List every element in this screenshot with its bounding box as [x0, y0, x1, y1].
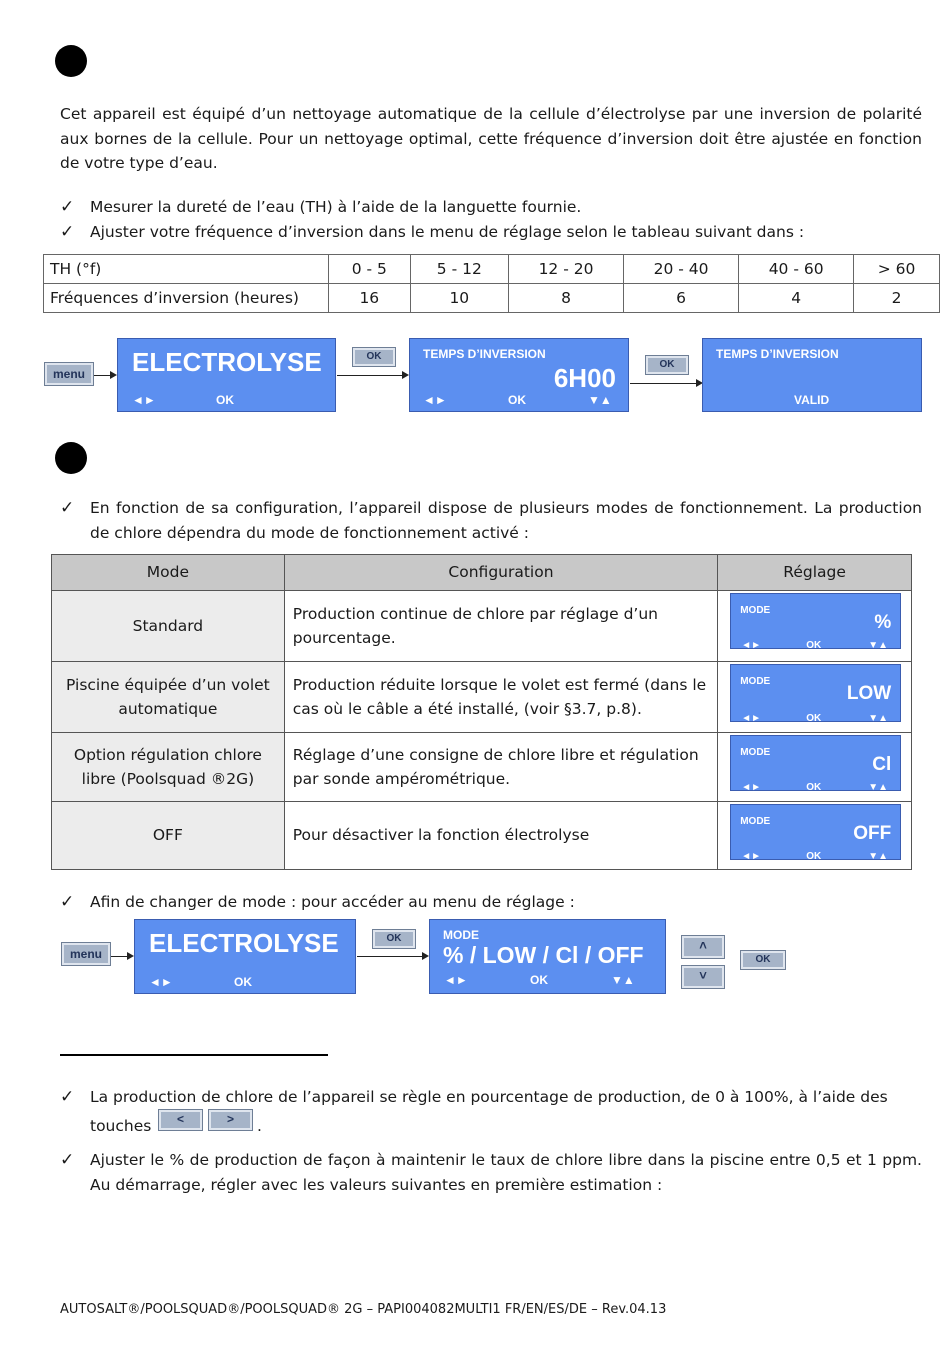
- check-icon: ✓: [60, 892, 75, 912]
- arrow-head-icon: [127, 952, 134, 960]
- table-cell: 20 - 40: [624, 255, 739, 284]
- section-divider: [60, 1054, 328, 1056]
- lcd-ok: OK: [216, 393, 234, 407]
- percentage-step: [60, 1085, 922, 1140]
- config-cell: Réglage d’une consigne de chlore libre et régulation par sonde ampérométrique.: [284, 733, 717, 802]
- left-key: ˂: [158, 1109, 203, 1131]
- table-cell: 40 - 60: [739, 255, 854, 284]
- table-cell: 8: [508, 284, 623, 313]
- table-cell: Fréquences d’inversion (heures): [44, 284, 329, 313]
- table-cell: > 60: [854, 255, 940, 284]
- table-cell: 2: [854, 284, 940, 313]
- setting-cell: [718, 802, 912, 870]
- check-icon: ✓: [60, 197, 75, 217]
- lcd-temps-valid: [702, 338, 922, 412]
- modes-intro-text: En fonction de sa configuration, l’appareil dispose de plusieurs modes de fonctionnement. La production de chlore dépendra du mode de fonctionnement activé :: [90, 499, 922, 542]
- column-header: Configuration: [284, 555, 717, 591]
- lcd-nav: ◄►: [741, 713, 762, 724]
- lcd-ok: OK: [806, 640, 822, 651]
- table-row: [52, 662, 912, 733]
- lcd-temps-inversion: [409, 338, 629, 412]
- table-cell: 0 - 5: [329, 255, 411, 284]
- table-cell: 4: [739, 284, 854, 313]
- lcd-ok: OK: [530, 973, 548, 987]
- step-text: Ajuster votre fréquence d’inversion dans le menu de réglage selon le tableau suivant dans :: [90, 223, 805, 241]
- adjust-percentage-step: [60, 1148, 922, 1198]
- step-adjust-frequency: [60, 220, 922, 245]
- table-cell: 16: [329, 284, 411, 313]
- setting-cell: [718, 662, 912, 733]
- lcd-title: ELECTROLYSE: [132, 347, 322, 377]
- config-cell: Production continue de chlore par réglage d’un pourcentage.: [284, 591, 717, 662]
- lcd-nav: ◄►: [444, 973, 468, 987]
- section-bullet-2: [55, 442, 87, 474]
- ok-key: OK: [372, 929, 416, 949]
- config-cell: Production réduite lorsque le volet est fermé (dans le cas où le câble a été installé, (voir §3.7, p.8).: [284, 662, 717, 733]
- lcd-header: MODE: [443, 928, 479, 942]
- table-cell: TH (°f): [44, 255, 329, 284]
- change-mode-step: [60, 890, 922, 915]
- lcd-label: MODE: [740, 816, 771, 827]
- flow-arrow: [357, 956, 423, 957]
- table-row: [52, 802, 912, 870]
- lcd-updown: ▼▲: [588, 393, 612, 407]
- lcd-nav: ◄►: [741, 851, 762, 862]
- table-header-row: [52, 555, 912, 591]
- lcd-updown: ▼▲: [868, 713, 889, 724]
- lcd-header: TEMPS D’INVERSION: [716, 347, 839, 361]
- menu-key: menu: [44, 362, 94, 386]
- mode-cell: Standard: [52, 591, 285, 662]
- table-row: [52, 733, 912, 802]
- setting-cell: [718, 591, 912, 662]
- touches-text: touches: [90, 1117, 152, 1135]
- lcd-mode-off: [730, 804, 901, 860]
- ok-key: OK: [740, 950, 786, 970]
- table-row: [44, 255, 940, 284]
- lcd-title: ELECTROLYSE: [149, 928, 339, 958]
- change-mode-text: Afin de changer de mode : pour accéder au menu de réglage :: [90, 893, 575, 911]
- lcd-nav: ◄►: [132, 393, 156, 407]
- lcd-electrolyse: [117, 338, 336, 412]
- lcd-nav: ◄►: [149, 975, 173, 989]
- lcd-label: MODE: [740, 676, 771, 687]
- mode-cell: Piscine équipée d’un volet automatique: [52, 662, 285, 733]
- table-cell: 10: [410, 284, 508, 313]
- lcd-label: MODE: [740, 605, 771, 616]
- lcd-updown: ▼▲: [868, 782, 889, 793]
- lcd-value: OFF: [853, 823, 892, 844]
- percentage-text: La production de chlore de l’appareil se règle en pourcentage de production, de 0 à 100%, à l’aide des: [90, 1088, 888, 1106]
- lcd-updown: ▼▲: [611, 973, 635, 987]
- column-header: Mode: [52, 555, 285, 591]
- lcd-electrolyse-2: [134, 919, 356, 994]
- ok-key: OK: [645, 355, 689, 375]
- lcd-value: LOW: [846, 683, 892, 704]
- check-icon: ✓: [60, 1150, 75, 1170]
- lcd-value: 6H00: [553, 363, 616, 393]
- lcd-nav: ◄►: [741, 782, 762, 793]
- lcd-value: % / LOW / Cl / OFF: [443, 942, 644, 968]
- table-row: [44, 284, 940, 313]
- lcd-ok: OK: [234, 975, 252, 989]
- up-key: ˄: [681, 935, 725, 959]
- right-key: ˃: [208, 1109, 253, 1131]
- period-text: .: [257, 1117, 262, 1135]
- lcd-value: Cl: [872, 754, 892, 775]
- modes-table: [51, 554, 912, 870]
- page-footer: AUTOSALT®/POOLSQUAD®/POOLSQUAD® 2G – PAPI004082MULTI1 FR/EN/ES/DE – Rev.04.13: [60, 1302, 667, 1317]
- lcd-nav: ◄►: [423, 393, 447, 407]
- arrow-head-icon: [422, 952, 429, 960]
- flow-arrow: [337, 375, 403, 376]
- flow-arrow: [630, 383, 697, 384]
- section1-intro: Cet appareil est équipé d’un nettoyage automatique de la cellule d’électrolyse par une inversion de polarité aux bornes de la cellule. Pour un nettoyage optimal, cette fréquence d’inversion doit être ajustée en fonction de votre type d’eau.: [60, 105, 922, 172]
- lcd-mode-cl: [730, 735, 901, 791]
- menu-key: menu: [61, 942, 111, 966]
- mode-cell: Option régulation chlore libre (Poolsquad ®2G): [52, 733, 285, 802]
- table-cell: 5 - 12: [410, 255, 508, 284]
- column-header: Réglage: [718, 555, 912, 591]
- lcd-ok: OK: [508, 393, 526, 407]
- lcd-mode-select: [429, 919, 666, 994]
- ok-key: OK: [352, 347, 396, 367]
- table-row: [52, 591, 912, 662]
- lcd-ok: OK: [806, 782, 822, 793]
- lcd-updown: ▼▲: [868, 640, 889, 651]
- arrow-head-icon: [110, 371, 117, 379]
- setting-cell: [718, 733, 912, 802]
- lcd-updown: ▼▲: [868, 851, 889, 862]
- lcd-valid: VALID: [794, 393, 830, 407]
- check-icon: ✓: [60, 1087, 75, 1107]
- lcd-header: TEMPS D’INVERSION: [423, 347, 546, 361]
- check-icon: ✓: [60, 222, 75, 242]
- mode-cell: OFF: [52, 802, 285, 870]
- lcd-mode-percent: [730, 593, 901, 649]
- lcd-ok: OK: [806, 713, 822, 724]
- lcd-nav: ◄►: [741, 640, 762, 651]
- modes-intro: [60, 496, 922, 546]
- table-cell: 6: [624, 284, 739, 313]
- hardness-frequency-table: [43, 254, 940, 313]
- step-text: Mesurer la dureté de l’eau (TH) à l’aide de la languette fournie.: [90, 198, 582, 216]
- table-cell: 12 - 20: [508, 255, 623, 284]
- check-icon: ✓: [60, 498, 75, 518]
- lcd-value: %: [874, 612, 892, 633]
- arrow-head-icon: [402, 371, 409, 379]
- step-measure-hardness: [60, 195, 922, 220]
- config-cell: Pour désactiver la fonction électrolyse: [284, 802, 717, 870]
- section-bullet-1: [55, 45, 87, 77]
- down-key: ˅: [681, 965, 725, 989]
- lcd-mode-low: [730, 664, 901, 722]
- adjust-percentage-text: Ajuster le % de production de façon à maintenir le taux de chlore libre dans la piscine entre 0,5 et 1 ppm. Au démarrage, régler avec les valeurs suivantes en première estimation :: [90, 1151, 922, 1194]
- lcd-ok: OK: [806, 851, 822, 862]
- lcd-label: MODE: [740, 747, 771, 758]
